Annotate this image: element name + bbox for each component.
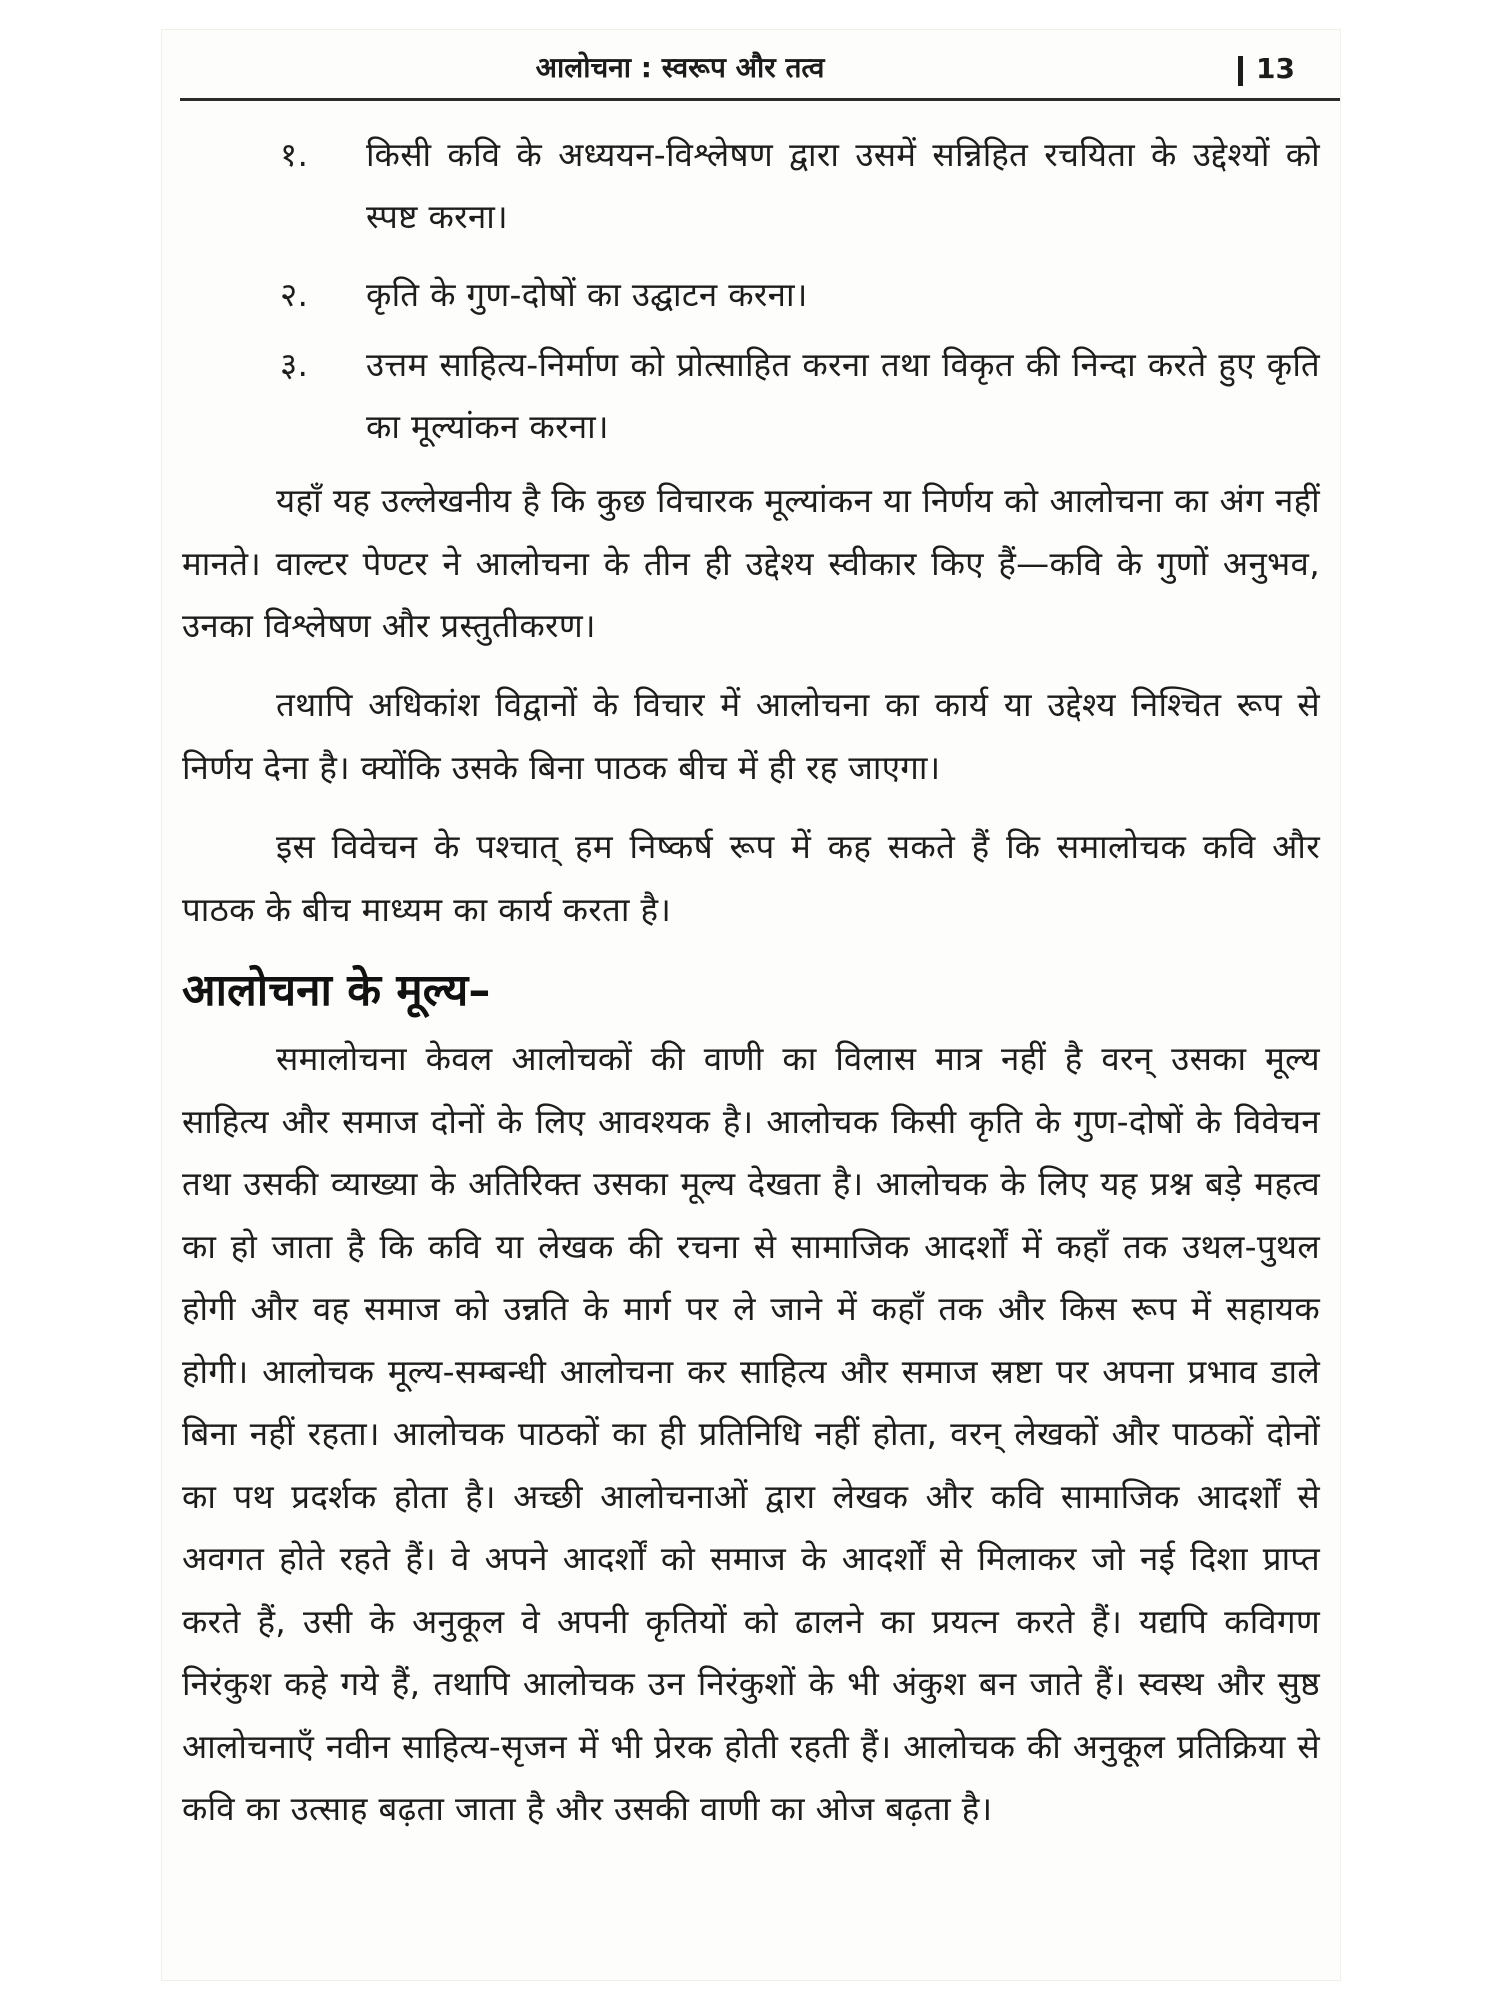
list-item-text: उत्तम साहित्य-निर्माण को प्रोत्साहित करना तथा विकृत की निन्दा करते हुए कृति का मूल्यांकन करना। <box>366 345 1320 446</box>
header-separator <box>1238 56 1243 86</box>
paragraph: तथापि अधिकांश विद्वानों के विचार में आलोचना का कार्य या उद्देश्य निश्चित रूप से निर्णय देना है। क्योंकि उसके बिना पाठक बीच में ही रह जाएगा। <box>182 685 1320 787</box>
list-item-number: ३. <box>280 345 309 384</box>
list-item-number: १. <box>280 135 309 174</box>
section-body: समालोचना केवल आलोचकों की वाणी का विलास मात्र नहीं है वरन् उसका मूल्य साहित्य और समाज दोनों के लिए आवश्यक है। आलोचक किसी कृति के गुण-दोषों के विवेचन तथा उसकी व्याख्या के अतिरिक्त उसका मूल्य देखता है। आलोचक के लिए यह प्रश्न बड़े महत्व का हो जाता है कि कवि या लेखक की रचना से सामाजिक आदर्शों में कहाँ तक उथल-पुथल होगी और वह समाज को उन्नति के मार्ग पर ले जाने में कहाँ तक और किस रूप में सहायक होगी। आलोचक मूल्य-सम्बन्धी आलोचना कर साहित्य और समाज स्रष्टा पर अपना प्रभाव डाले बिना नहीं रहता। आलोचक पाठकों का ही प्रतिनिधि नहीं होता, वरन् लेखकों और पाठकों दोनों का पथ प्रदर्शक होता है। अच्छी आलोचनाओं द्वारा लेखक और कवि सामाजिक आदर्शों से अवगत होते रहते हैं। वे अपने आदर्शों को समाज के आदर्शों से मिलाकर जो नई दिशा प्राप्त करते हैं, उसी के अनुकूल वे अपनी कृतियों को ढालने का प्रयत्न करते हैं। यद्यपि कविगण निरंकुश कहे गये हैं, तथापि आलोचक उन निरंकुशों के भी अंकुश बन जाते हैं। स्वस्थ और सुष्ठ आलोचनाएँ नवीन साहित्य-सृजन में भी प्रेरक होती रहती हैं। आलोचक की अनुकूल प्रतिक्रिया से कवि का उत्साह बढ़ता जाता है और उसकी वाणी का ओज बढ़ता है। <box>182 1039 1320 1828</box>
page-number: 13 <box>1256 52 1295 85</box>
section-heading: आलोचना के मूल्य– <box>182 965 491 1016</box>
running-title: आलोचना : स्वरूप और तत्व <box>535 51 825 84</box>
list-item-text: कृति के गुण-दोषों का उद्घाटन करना। <box>366 275 808 314</box>
header-rule <box>180 98 1340 101</box>
paragraph: इस विवेचन के पश्चात् हम निष्कर्ष रूप में कह सकते हैं कि समालोचक कवि और पाठक के बीच माध्यम का कार्य करता है। <box>182 827 1320 929</box>
list-item-text: किसी कवि के अध्ययन-विश्लेषण द्वारा उसमें सन्निहित रचयिता के उद्देश्यों को स्पष्ट करना। <box>366 135 1320 236</box>
paragraph: यहाँ यह उल्लेखनीय है कि कुछ विचारक मूल्यांकन या निर्णय को आलोचना का अंग नहीं मानते। वाल्टर पेण्टर ने आलोचना के तीन ही उद्देश्य स्वीकार किए हैं—कवि के गुणों अनुभव, उनका विश्लेषण और प्रस्तुतीकरण। <box>182 481 1320 645</box>
list-item-number: २. <box>280 275 309 314</box>
